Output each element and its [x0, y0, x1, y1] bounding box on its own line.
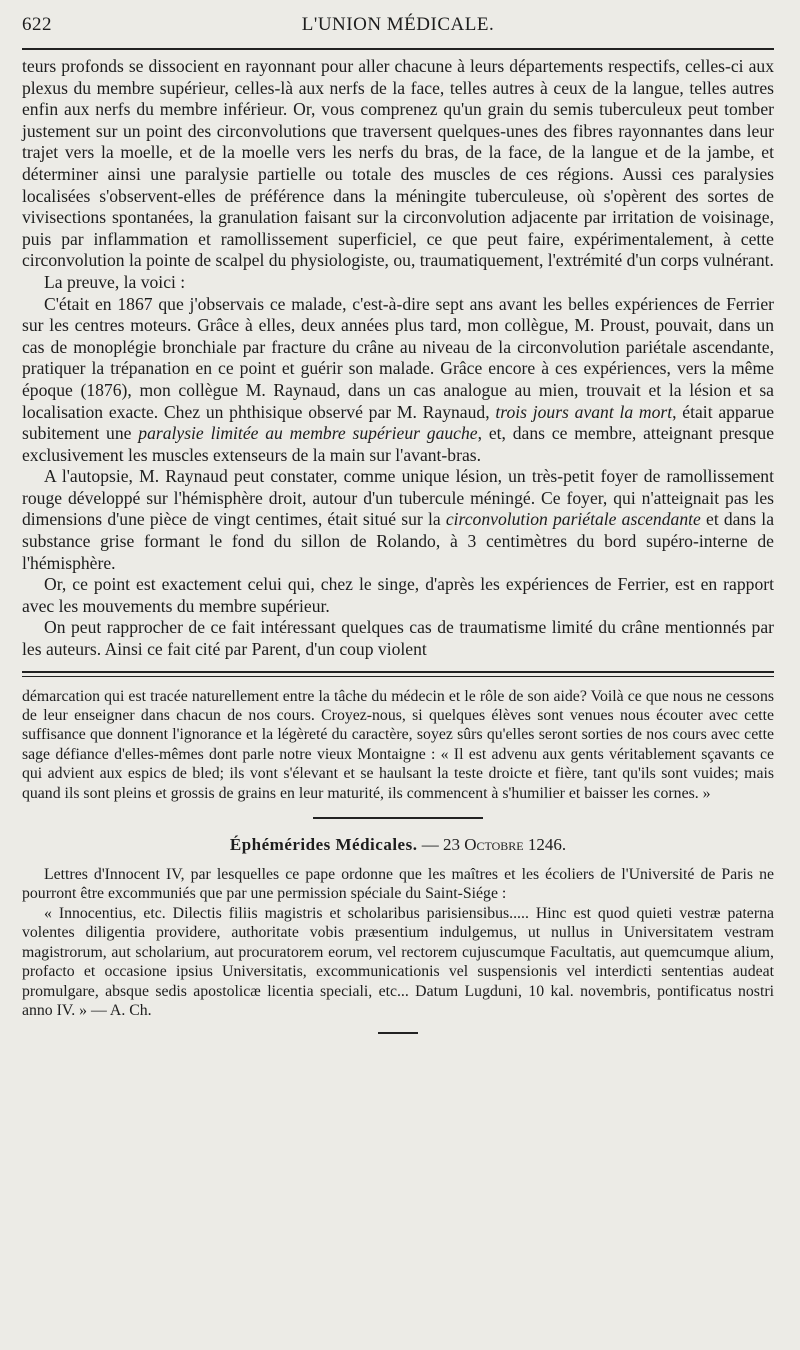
text-run: On peut rapprocher de ce fait intéressant quelques cas de traumatisme limité du crâne mentionnés par les auteurs. Ainsi ce fait cité par Parent, d'un coup violent: [22, 617, 774, 660]
text-run: La preuve, la voici :: [44, 271, 186, 292]
text-run: , était apparue subitement une: [22, 401, 775, 444]
main-text: [22, 56, 774, 661]
body-paragraph: [22, 574, 774, 617]
ephemerides-paragraph: Lettres d'Innocent IV, par lesquelles ce pape ordonne que les maîtres et les écoliers de l'Université de Paris ne pourront être excommuniés que par une permission spéciale du Saint-Siége :: [22, 866, 774, 903]
footnote-separator: [22, 671, 774, 677]
body-paragraph: [22, 617, 774, 660]
ephemerides-paragraph: « Innocentius, etc. Dilectis filiis magistris et scholaribus parisiensibus..... Hinc est quod quieti vestræ paterna volentes diligentia providere, authoritate vobis præsentium indulgemus, ut nullus in Universitatem vestram magistrorum, aut scholarium, aut procuratorem eorum, vel rectorem cujuscumque Facultatis, aut quemcumque alium, profacto et occasione ipsius Universitatis, excommunicationis vel suspensionis vel interdicti sententias audeat promulgare, absque sedis apostolicæ licentia speciali, etc... Datum Lugduni, 10 kal. novembris, pontificatus nostri anno IV. » — A. Ch.: [22, 904, 774, 1019]
end-rule: [378, 1032, 418, 1034]
body-paragraph: [22, 466, 774, 574]
text-run: C'était en 1867 que j'observais ce malade, c'est-à-dire sept ans avant les belles expériences de Ferrier sur les centres moteurs. Grâce à elles, deux années plus tard, mon collègue, M. Proust, pouvait, dans un cas de monoplégie bronchiale par fracture du crâne au niveau de la circonvolution pariétale ascendante, pratiquer la trépanation en ce point et guérir son malade. Grâce encore à ces expériences, vers la même époque (1876), mon collègue M. Raynaud, dans un cas analogue au mien, trouvait et la lésion et sa localisation exacte. Chez un phthisique observé par M. Raynaud,: [22, 293, 774, 422]
journal-title: L'UNION MÉDICALE.: [301, 14, 495, 35]
text-run: Or, ce point est exactement celui qui, chez le singe, d'après les expériences de Ferrier, est en rapport avec les mouvements du membre supérieur.: [22, 574, 774, 616]
text-run: A l'autopsie, M. Raynaud peut constater, comme unique lésion, un très-petit foyer de ramollissement rouge développé sur l'hémisphère droit, autour d'un tubercule méningé. Ce foyer, qui n'atteignait pas les dimensions d'une pièce de vingt centimes, était situé sur la: [22, 466, 774, 530]
ephemerides-heading: Éphémérides Médicales.: [229, 835, 418, 855]
running-header: [22, 14, 774, 46]
text-run: teurs profonds se dissocient en rayonnant pour aller chacune à leurs départements respectifs, celles-ci aux plexus du membre supérieur, celles-là aux nerfs de la face, telles autres à ceux de la langue, telles autres enfin aux nerfs du membre inférieur. Or, vous comprenez qu'un grain du semis tuberculeux peut tomber justement sur un point des circonvolutions que traversent quelques-unes des fibres rayonnantes dans leur trajet vers la moelle, et de la moelle vers les nerfs du bras, de la face, de la langue et de la jambe, et déterminer ainsi une paralysie partielle ou totale des muscles de ces régions. Aussi ces paralysies localisées s'observent-elles de préférence dans la méningite tuberculeuse, où s'opèrent des sortes de vivisections spontanées, la granulation faisant sur la circonvolution adjacente par irritation de voisinage, puis par inflammation et ramollissement superficiel, ce que peut faire, expérimentalement, à cette circonvolution la pointe de scalpel du physiologiste, ou, traumatiquement, l'extrémité d'un corps vulnérant.: [22, 56, 774, 271]
ephemerides-year: 1246.: [523, 835, 567, 855]
body-paragraph: [22, 294, 774, 467]
ephemerides-month: Octobre: [464, 835, 524, 855]
ephemerides-dash: — 23: [417, 835, 465, 855]
page-number: 622: [22, 14, 52, 35]
footnote-text: [22, 687, 774, 803]
italic-phrase: trois jours avant la mort: [495, 401, 673, 422]
ephemerides-title: [22, 835, 774, 855]
italic-phrase: paralysie limitée au membre supérieur gauche: [138, 423, 478, 444]
ephemerides-text: [22, 865, 774, 1020]
footnote-paragraph: démarcation qui est tracée naturellement entre la tâche du médecin et le rôle de son aide? Voilà ce que nous ne cessons de leur enseigner dans chacun de nos cours. Croyez-nous, si quelques élèves sont venues nous écouter avec cette suffisance que donnent l'ignorance et la légèreté du caractère, soyez sûrs qu'elles seront sorties de nos cours avec cette sage défiance d'elles-mêmes dont parle notre vieux Montaigne : « Il est advenu aux gents véritablement sçavants ce qui advient aux espics de bled; ils vont s'élevant et se haulsant la teste droicte et fière, tant qu'ils sont vuides; mais quand ils sont pleins et grossis de grains en leur maturité, ils commencent à s'humilier et baisser les cornes. »: [22, 687, 774, 802]
text-run: , et, dans ce membre, atteignant presque exclusivement les muscles extenseurs de la main sur l'avant-bras.: [22, 423, 775, 465]
text-run: et dans la substance grise formant le fond du sillon de Rolando, à 3 centimètres du bord supéro-interne de l'hémisphère.: [22, 509, 775, 573]
header-rule: [22, 48, 774, 50]
italic-phrase: circonvolution pariétale ascendante: [445, 509, 701, 530]
body-paragraph: [22, 272, 774, 294]
section-rule: [313, 817, 483, 819]
body-paragraph: [22, 56, 774, 272]
